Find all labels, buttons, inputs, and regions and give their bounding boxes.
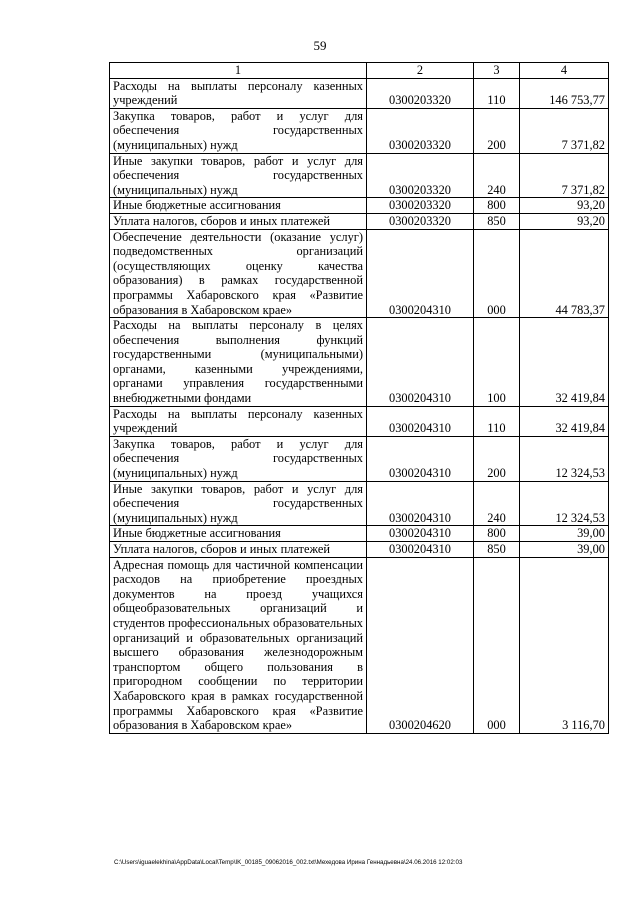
- table-row: [110, 526, 609, 542]
- target-code-cell: 0300203320: [367, 198, 474, 214]
- expense-type-cell: 110: [474, 78, 520, 108]
- table-header-row: [110, 63, 609, 79]
- file-path-footer: C:\Users\iguaelekhina\AppData\Local\Temp\IK_00185_09062016_002.txt\Мехедова Ирина Геннадьевна\24.06.2016 12:02:03: [114, 859, 463, 866]
- target-code-cell: 0300203320: [367, 153, 474, 198]
- column-header: 1: [110, 63, 367, 79]
- amount-cell: 146 753,77: [520, 78, 609, 108]
- table-row: [110, 78, 609, 108]
- table-row: [110, 108, 609, 153]
- row-name-cell: Расходы на выплаты персоналу казенных учреждений: [110, 406, 367, 436]
- expense-type-cell: 800: [474, 526, 520, 542]
- table-row: [110, 481, 609, 526]
- row-name-cell: Иные бюджетные ассигнования: [110, 526, 367, 542]
- row-name-cell: Уплата налогов, сборов и иных платежей: [110, 542, 367, 558]
- amount-cell: 93,20: [520, 213, 609, 229]
- amount-cell: 12 324,53: [520, 481, 609, 526]
- target-code-cell: 0300204310: [367, 406, 474, 436]
- expense-type-cell: 800: [474, 198, 520, 214]
- row-name-cell: Адресная помощь для частичной компенсации расходов на приобретение проездных документов на проезд учащихся общеобразовательных организаций и студентов профессиональных образовательных организаций и образовательных организаций высшего образования железнодорожным транспортом общего пользования в пригородном сообщении по территории Хабаровского края в рамках государственной программы Хабаровского края «Развитие образования в Хабаровском крае»: [110, 557, 367, 733]
- column-header: 3: [474, 63, 520, 79]
- target-code-cell: 0300204310: [367, 526, 474, 542]
- row-name-cell: Иные закупки товаров, работ и услуг для обеспечения государственных (муниципальных) нужд: [110, 481, 367, 526]
- expense-type-cell: 240: [474, 481, 520, 526]
- target-code-cell: 0300204620: [367, 557, 474, 733]
- target-code-cell: 0300204310: [367, 436, 474, 481]
- target-code-cell: 0300204310: [367, 229, 474, 318]
- column-header: 4: [520, 63, 609, 79]
- amount-cell: 39,00: [520, 526, 609, 542]
- amount-cell: 44 783,37: [520, 229, 609, 318]
- amount-cell: 32 419,84: [520, 406, 609, 436]
- row-name-cell: Расходы на выплаты персоналу казенных учреждений: [110, 78, 367, 108]
- amount-cell: 7 371,82: [520, 108, 609, 153]
- amount-cell: 93,20: [520, 198, 609, 214]
- amount-cell: 7 371,82: [520, 153, 609, 198]
- expense-type-cell: 240: [474, 153, 520, 198]
- table-row: [110, 436, 609, 481]
- expense-type-cell: 110: [474, 406, 520, 436]
- amount-cell: 12 324,53: [520, 436, 609, 481]
- amount-cell: 39,00: [520, 542, 609, 558]
- table-row: [110, 213, 609, 229]
- target-code-cell: 0300204310: [367, 481, 474, 526]
- table-row: [110, 318, 609, 407]
- row-name-cell: Иные бюджетные ассигнования: [110, 198, 367, 214]
- table-row: [110, 557, 609, 733]
- expense-type-cell: 000: [474, 557, 520, 733]
- expense-type-cell: 000: [474, 229, 520, 318]
- row-name-cell: Закупка товаров, работ и услуг для обеспечения государственных (муниципальных) нужд: [110, 108, 367, 153]
- target-code-cell: 0300203320: [367, 78, 474, 108]
- table-row: [110, 229, 609, 318]
- row-name-cell: Обеспечение деятельности (оказание услуг) подведомственных организаций (осуществляющих оценку качества образования) в рамках государственной программы Хабаровского края «Развитие образования в Хабаровском крае»: [110, 229, 367, 318]
- expense-type-cell: 100: [474, 318, 520, 407]
- expense-type-cell: 200: [474, 436, 520, 481]
- row-name-cell: Расходы на выплаты персоналу в целях обеспечения выполнения функций государственными (муниципальными) органами, казенными учреждениями, органами управления государственными внебюджетными фондами: [110, 318, 367, 407]
- budget-table: [109, 62, 609, 734]
- target-code-cell: 0300204310: [367, 542, 474, 558]
- target-code-cell: 0300203320: [367, 213, 474, 229]
- table-row: [110, 542, 609, 558]
- column-header: 2: [367, 63, 474, 79]
- table-row: [110, 153, 609, 198]
- table-row: [110, 198, 609, 214]
- target-code-cell: 0300203320: [367, 108, 474, 153]
- expense-type-cell: 850: [474, 542, 520, 558]
- row-name-cell: Уплата налогов, сборов и иных платежей: [110, 213, 367, 229]
- amount-cell: 3 116,70: [520, 557, 609, 733]
- table-row: [110, 406, 609, 436]
- target-code-cell: 0300204310: [367, 318, 474, 407]
- amount-cell: 32 419,84: [520, 318, 609, 407]
- expense-type-cell: 200: [474, 108, 520, 153]
- page-number: 59: [313, 38, 327, 53]
- row-name-cell: Закупка товаров, работ и услуг для обеспечения государственных (муниципальных) нужд: [110, 436, 367, 481]
- expense-type-cell: 850: [474, 213, 520, 229]
- row-name-cell: Иные закупки товаров, работ и услуг для обеспечения государственных (муниципальных) нужд: [110, 153, 367, 198]
